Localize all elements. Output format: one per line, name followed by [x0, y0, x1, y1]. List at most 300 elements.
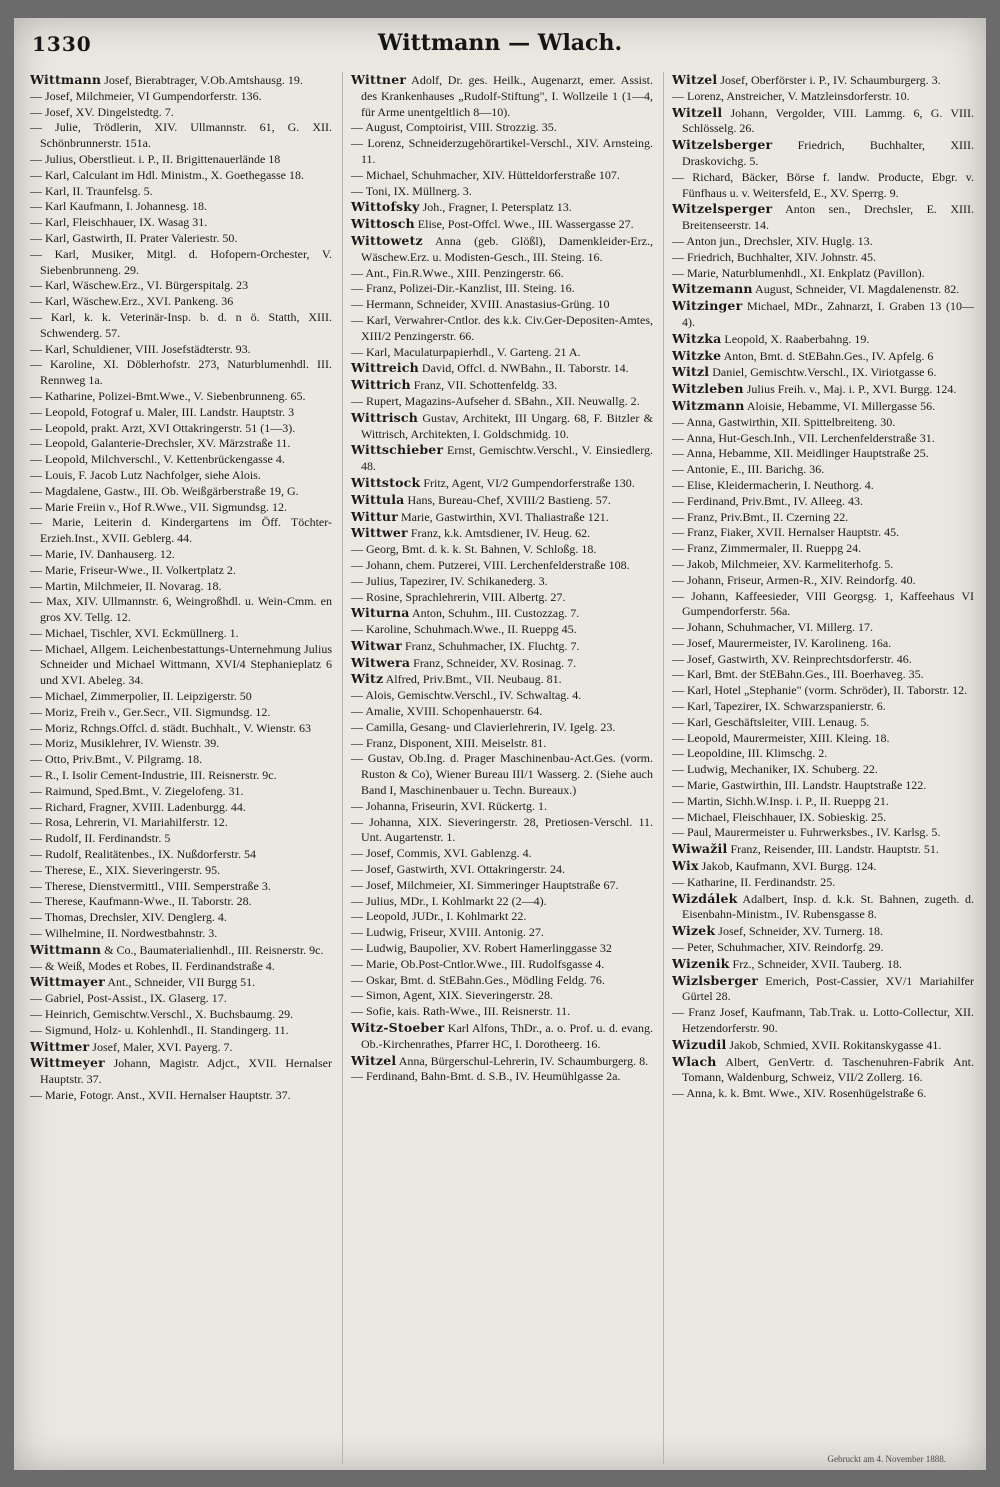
directory-entry — [672, 715, 974, 731]
directory-entry — [351, 751, 653, 798]
directory-entry — [30, 926, 332, 942]
entry-text: — Katharine, Polizei-Bmt.Wwe., V. Siebenbrunneng. 65. — [30, 388, 306, 403]
directory-entry — [351, 815, 653, 847]
directory-entry — [30, 89, 332, 105]
entry-text: — Julie, Trödlerin, XIV. Ullmannstr. 61, G. XII. Schönbrunnerstr. 151a. — [30, 120, 332, 151]
entry-text: — August, Comptoirist, VIII. Strozzig. 35. — [351, 120, 557, 135]
entry-text: — Ferdinand, Bahn-Bmt. d. S.B., IV. Heumühlgasse 2a. — [351, 1069, 621, 1084]
entry-text: — Marie Freiin v., Hof R.Wwe., VII. Sigmundsg. 12. — [30, 499, 287, 514]
directory-entry — [351, 957, 653, 973]
directory-entry — [672, 266, 974, 282]
directory-entry — [30, 436, 332, 452]
directory-entry — [351, 736, 653, 752]
directory-entry — [672, 462, 974, 478]
directory-entry — [672, 731, 974, 747]
entry-text: — Johann, Schuhmacher, VI. Millerg. 17. — [672, 620, 874, 635]
entry-text: — Martin, Milchmeier, II. Novarag. 18. — [30, 578, 222, 593]
directory-entry — [351, 1004, 653, 1020]
entry-text: Ant., Schneider, VII Burgg 51. — [107, 975, 256, 990]
entry-text: — Leopold, Milchverschl., V. Kettenbrückengasse 4. — [30, 452, 285, 467]
entry-text: Karl Alfons, ThDr., a. o. Prof. u. d. evang. Ob.-Kirchenrathes, Pfarrer HC, I. Dorotheerg. 16. — [361, 1021, 653, 1051]
directory-entry — [672, 364, 974, 381]
entry-surname: Witzl — [672, 364, 710, 380]
entry-text: — Moriz, Musiklehrer, IV. Wienstr. 39. — [30, 736, 220, 751]
directory-entry — [672, 415, 974, 431]
entry-text: — Max, XIV. Ullmannstr. 6, Weingroßhdl. u. Wein-Cmm. en gros XV. Tellg. 12. — [30, 594, 332, 625]
entry-text: — Anna, Hebamme, XII. Meidlinger Hauptstraße 25. — [672, 446, 929, 461]
entry-text: Julius Freih. v., Maj. i. P., XVI. Burgg. 124. — [746, 382, 957, 397]
directory-entry — [351, 475, 653, 492]
entry-text: — Alois, Gemischtw.Verschl., IV. Schwaltag. 4. — [351, 688, 582, 703]
entry-text: — Jakob, Milchmeier, XV. Karmeliterhofg. 5. — [672, 556, 894, 571]
directory-entry — [351, 233, 653, 266]
entry-surname: Wittmer — [30, 1038, 90, 1054]
entry-text: — Karl, Bmt. der StEBahn.Ges., III. Boerhaveg. 35. — [672, 667, 924, 682]
entry-text: Franz, Schneider, XV. Rosinag. 7. — [413, 655, 577, 670]
directory-entry — [30, 705, 332, 721]
directory-column-2 — [342, 72, 653, 1464]
entry-surname: Wiwažil — [672, 841, 728, 857]
entry-text: — Antonie, E., III. Barichg. 36. — [672, 462, 825, 477]
entry-surname: Wittosch — [351, 216, 415, 232]
directory-entry — [672, 956, 974, 973]
entry-surname: Wittula — [351, 491, 405, 507]
entry-text: — Richard, Fragner, XVIII. Ladenburgg. 44. — [30, 799, 246, 814]
entry-text: — Leopold, JUDr., I. Kohlmarkt 22. — [351, 909, 527, 924]
directory-entry — [351, 862, 653, 878]
directory-entry — [672, 525, 974, 541]
directory-entry — [30, 468, 332, 484]
directory-entry — [351, 394, 653, 410]
directory-entry — [30, 800, 332, 816]
directory-entry — [351, 266, 653, 282]
running-head: Wittmann — Wlach. — [377, 30, 623, 56]
directory-entry — [351, 605, 653, 622]
entry-surname: Wizudil — [672, 1036, 727, 1052]
entry-text: — Karl, Fleischhauer, IX. Wasag 31. — [30, 215, 208, 230]
directory-entry — [351, 973, 653, 989]
directory-entry — [30, 1039, 332, 1056]
entry-text: — Marie, IV. Danhauserg. 12. — [30, 546, 175, 561]
directory-entry — [30, 452, 332, 468]
entry-text: — Leopold, Fotograf u. Maler, III. Landstr. Hauptstr. 3 — [30, 404, 295, 419]
entry-text: — Josef, Maurermeister, IV. Karolineng. 16a. — [672, 635, 892, 650]
entry-text: Aloisie, Hebamme, VI. Millergasse 56. — [746, 398, 936, 413]
entry-text: — Therese, E., XIX. Sieveringerstr. 95. — [30, 862, 221, 877]
directory-entry — [351, 590, 653, 606]
entry-text: — Karl, Musiker, Mitgl. d. Hofopern-Orchester, V. Siebenbrunneng. 29. — [30, 246, 332, 277]
directory-entry — [351, 136, 653, 168]
directory-entry — [351, 492, 653, 509]
directory-entry — [672, 234, 974, 250]
entry-text: & Co., Baumaterialienhdl., III. Reisnerstr. 9c. — [104, 942, 324, 957]
entry-text: — Hermann, Schneider, XVIII. Anastasius-Grüng. 10 — [351, 297, 610, 312]
entry-surname: Wittmeyer — [30, 1055, 105, 1071]
entry-text: — Karoline, XI. Döblerhofstr. 273, Naturblumenhdl. III. Rennweg 1a. — [30, 357, 332, 388]
directory-entry — [672, 89, 974, 105]
entry-surname: Wizdálek — [672, 890, 738, 906]
directory-entry — [30, 768, 332, 784]
entry-text: Emerich, Post-Cassier, XV/1 Mariahilfer Gürtel 28. — [682, 973, 974, 1004]
entry-text: — Karl, II. Traunfelsg. 5. — [30, 183, 153, 198]
directory-entry — [30, 231, 332, 247]
entry-text: — Karl Kaufmann, I. Johannesg. 18. — [30, 199, 207, 214]
entry-text: — Leopold, prakt. Arzt, XVI Ottakringerstr. 51 (1—3). — [30, 420, 296, 435]
entry-surname: Wittmayer — [30, 974, 106, 990]
entry-text: — Franz Josef, Kaufmann, Tab.Trak. u. Lotto-Collectur, XII. Hetzendorferstr. 90. — [672, 1005, 974, 1036]
entry-text: — Anna, Gastwirthin, XII. Spittelbreiteng. 30. — [672, 414, 896, 429]
entry-surname: Wix — [672, 858, 699, 874]
entry-surname: Wizlsberger — [672, 972, 759, 988]
directory-entry — [30, 215, 332, 231]
entry-text: — Therese, Dienstvermittl., VIII. Semperstraße 3. — [30, 878, 271, 893]
directory-entry — [672, 250, 974, 266]
directory-entry — [672, 940, 974, 956]
directory-entry — [672, 746, 974, 762]
entry-text: Jakob, Kaufmann, XVI. Burgg. 124. — [701, 859, 877, 874]
entry-text: — Marie, Gastwirthin, III. Landstr. Hauptstraße 122. — [672, 778, 927, 793]
directory-entry — [672, 667, 974, 683]
entry-text: David, Offcl. d. NWBahn., II. Taborstr. 14. — [421, 361, 629, 376]
directory-entry — [351, 542, 653, 558]
entry-text: Josef, Oberförster i. P., IV. Schaumburgerg. 3. — [720, 73, 941, 87]
entry-surname: Witzka — [672, 330, 722, 346]
directory-entry — [351, 297, 653, 313]
directory-entry — [351, 199, 653, 216]
directory-entry — [30, 278, 332, 294]
directory-entry — [351, 704, 653, 720]
entry-text: — Karl, Hotel „Stephanie" (vorm. Schröder), II. Taborstr. 12. — [672, 683, 968, 698]
directory-entry — [30, 357, 332, 389]
entry-text: — Thomas, Drechsler, XIV. Denglerg. 4. — [30, 910, 227, 925]
entry-text: Alfred, Priv.Bmt., VII. Neubaug. 81. — [385, 672, 562, 687]
entry-text: Joh., Fragner, I. Petersplatz 13. — [422, 200, 572, 215]
entry-surname: Wittrisch — [351, 409, 418, 425]
directory-entry — [672, 298, 974, 331]
directory-entry — [351, 216, 653, 233]
entry-text: — Julius, Oberstlieut. i. P., II. Brigittenauerlände 18 — [30, 151, 281, 166]
entry-text: — Michael, Fleischhauer, IX. Sobieskig. 25. — [672, 809, 887, 824]
entry-surname: Witurna — [351, 605, 410, 621]
directory-entry — [30, 405, 332, 421]
entry-text: August, Schneider, VI. Magdalenenstr. 82. — [755, 282, 960, 297]
entry-text: — Oskar, Bmt. d. StEBahn.Ges., Mödling Feldg. 76. — [351, 972, 605, 987]
entry-text: — Johanna, Friseurin, XVI. Rückertg. 1. — [351, 798, 547, 813]
entry-text: — Karl, Geschäftsleiter, VIII. Lenaug. 5. — [672, 714, 870, 729]
directory-entry — [30, 72, 332, 89]
entry-text: — Marie, Fotogr. Anst., XVII. Hernalser Hauptstr. 37. — [30, 1088, 291, 1102]
entry-surname: Witz — [351, 671, 384, 687]
entry-surname: Witzmann — [672, 397, 745, 413]
entry-surname: Witzemann — [672, 281, 753, 297]
entry-surname: Wittrich — [351, 377, 411, 393]
entry-text: — Amalie, XVIII. Schopenhauerstr. 64. — [351, 704, 543, 719]
entry-text: Frz., Schneider, XVII. Tauberg. 18. — [732, 956, 903, 971]
directory-entry — [351, 925, 653, 941]
entry-text: — Johanna, XIX. Sieveringerstr. 28, Pretiosen-Verschl. 11. Unt. Augartenstr. 1. — [351, 814, 653, 845]
directory-entry — [672, 841, 974, 858]
directory-entry — [672, 398, 974, 415]
directory-entry — [30, 959, 332, 975]
entry-surname: Wizek — [672, 923, 716, 939]
directory-entry — [351, 720, 653, 736]
entry-text: Anna, Bürgerschul-Lehrerin, IV. Schaumburgerg. 8. — [398, 1053, 649, 1068]
entry-text: Hans, Bureau-Chef, XVIII/2 Bastieng. 57. — [407, 492, 611, 507]
entry-text: — Leopold, Galanterie-Drechsler, XV. Märzstraße 11. — [30, 436, 291, 451]
directory-entry — [672, 620, 974, 636]
entry-text: Franz, k.k. Amtsdiener, IV. Heug. 62. — [410, 526, 591, 541]
entry-text: — Julius, MDr., I. Kohlmarkt 22 (2—4). — [351, 893, 547, 908]
entry-text: — Martin, Sichh.W.Insp. i. P., II. Rueppg 21. — [672, 793, 889, 808]
directory-entry — [30, 847, 332, 863]
directory-entry — [30, 863, 332, 879]
entry-text: Anna (geb. Glößl), Damenkleider-Erz., Wäschew.Erz. u. Modisten-Gesch., III. Steing. 16. — [361, 233, 653, 264]
entry-text: — Lorenz, Schneiderzugehörartikel-Verschl., XIV. Arnsteing. 11. — [351, 136, 653, 166]
directory-entry — [30, 310, 332, 342]
entry-text: — Michael, Schuhmacher, XIV. Hütteldorferstraße 107. — [351, 167, 620, 182]
directory-entry — [30, 974, 332, 991]
directory-entry — [672, 478, 974, 494]
directory-entry — [351, 1053, 653, 1070]
entry-text: — Louis, F. Jacob Lutz Nachfolger, siehe Alois. — [30, 467, 261, 482]
entry-text: Josef, Schneider, XV. Turnerg. 18. — [718, 924, 884, 939]
entry-text: — Josef, XV. Dingelstedtg. 7. — [30, 104, 174, 119]
directory-entry — [672, 683, 974, 699]
directory-entry — [30, 484, 332, 500]
entry-text: Elise, Post-Offcl. Wwe., III. Wassergasse 27. — [417, 217, 634, 232]
entry-text: — Michael, Tischler, XVI. Eckmüllnerg. 1. — [30, 625, 239, 640]
entry-surname: Wittur — [351, 508, 398, 524]
directory-entry — [351, 168, 653, 184]
entry-surname: Witwar — [351, 637, 402, 653]
entry-surname: Witzinger — [672, 298, 743, 314]
entry-text: — Peter, Schuhmacher, XIV. Reindorfg. 29. — [672, 940, 884, 955]
entry-text: Daniel, Gemischtw.Verschl., IX. Viriotgasse 6. — [712, 365, 937, 380]
directory-entry — [672, 778, 974, 794]
entry-text: — Rudolf, Realitätenbes., IX. Nußdorferstr. 54 — [30, 847, 256, 862]
directory-entry — [351, 988, 653, 1004]
directory-entry — [672, 923, 974, 940]
directory-entry — [672, 541, 974, 557]
entry-text: — Rupert, Magazins-Aufseher d. SBahn., XII. Neuwallg. 2. — [351, 393, 640, 408]
entry-surname: Witz-Stoeber — [351, 1020, 445, 1036]
directory-entry — [672, 762, 974, 778]
entry-surname: Wizenik — [672, 955, 730, 971]
directory-entry — [351, 688, 653, 704]
entry-text: — Karl, Verwahrer-Cntlor. des k.k. Civ.Ger-Depositen-Amtes, XIII/2 Penzingerstr. 66. — [351, 312, 653, 343]
directory-entry — [351, 878, 653, 894]
entry-text: — Karl, Gastwirth, II. Prater Valeriestr. 50. — [30, 230, 238, 245]
entry-text: Anton sen., Drechsler, E. XIII. Breitenseerstr. 14. — [682, 202, 974, 233]
directory-page — [14, 18, 986, 1470]
entry-text: — Josef, Commis, XVI. Gablenzg. 4. — [351, 846, 532, 861]
entry-text: Josef, Bierabtrager, V.Ob.Amtshausg. 19. — [104, 73, 303, 87]
entry-text: — Karl, Calculant im Hdl. Ministm., X. Goethegasse 18. — [30, 167, 304, 182]
entry-text: — Karl, Tapezirer, IX. Schwarzspanierstr. 6. — [672, 699, 886, 714]
directory-entry — [672, 494, 974, 510]
entry-surname: Wittschieber — [351, 442, 444, 458]
entry-text: — Josef, Gastwirth, XV. Reinprechtsdorferstr. 46. — [672, 651, 912, 666]
entry-text: — Karl, Schuldiener, VIII. Josefstädterstr. 93. — [30, 341, 251, 356]
entry-text: — Richard, Bäcker, Börse f. landw. Producte, Ebgr. v. Fünfhaus u. v. Weitersfeld, E., XV. Sperrg. 9. — [672, 169, 974, 200]
directory-entry — [672, 825, 974, 841]
directory-entry — [30, 120, 332, 152]
entry-text: Albert, GenVertr. d. Taschenuhren-Fabrik Ant. Tomann, Waldenburg, Schweiz, VII/2 Zollerg. 16. — [682, 1054, 974, 1085]
directory-entry — [672, 446, 974, 462]
entry-text: Ernst, Gemischtw.Verschl., V. Einsiedlerg. 48. — [361, 443, 653, 474]
directory-entry — [351, 281, 653, 297]
entry-text: — Michael, Zimmerpolier, II. Leipzigerstr. 50 — [30, 689, 252, 704]
directory-entry — [30, 879, 332, 895]
entry-text: Adalbert, Insp. d. k.k. St. Bahnen, zugeth. d. Eisenbahn-Ministm., IV. Rubensgasse 8. — [682, 891, 974, 922]
entry-text: — & Weiß, Modes et Robes, II. Ferdinandstraße 4. — [30, 958, 275, 973]
entry-text: — Moriz, Rchngs.Offcl. d. städt. Buchhalt., V. Wienstr. 63 — [30, 720, 311, 735]
directory-entry — [30, 579, 332, 595]
entry-text: — Camilla, Gesang- und Clavierlehrerin, IV. Igelg. 23. — [351, 719, 616, 734]
entry-text: — Raimund, Sped.Bmt., V. Ziegelofeng. 31. — [30, 783, 244, 798]
entry-text: — Franz, Polizei-Dir.-Kanzlist, III. Steing. 16. — [351, 281, 575, 296]
entry-text: — Johann, chem. Putzerei, VIII. Lerchenfelderstraße 108. — [351, 557, 630, 572]
entry-text: Johann, Magistr. Adjct., XVII. Hernalser Hauptstr. 37. — [40, 1056, 332, 1087]
directory-entry — [672, 589, 974, 621]
entry-surname: Witzleben — [672, 381, 744, 397]
entry-text: — Gabriel, Post-Assist., IX. Glaserg. 17. — [30, 991, 227, 1006]
directory-entry — [30, 105, 332, 121]
entry-text: — Marie, Naturblumenhdl., XI. Enkplatz (Pavillon). — [672, 265, 925, 280]
directory-entry — [30, 547, 332, 563]
directory-entry — [672, 137, 974, 170]
directory-entry — [351, 894, 653, 910]
directory-entry — [30, 294, 332, 310]
directory-entry — [30, 721, 332, 737]
entry-text: — Anna, k. k. Bmt. Wwe., XIV. Rosenhügelstraße 6. — [672, 1086, 927, 1101]
entry-surname: Witzelsberger — [672, 137, 773, 153]
directory-entry — [30, 1023, 332, 1039]
directory-entry — [351, 846, 653, 862]
directory-entry — [672, 1037, 974, 1054]
entry-text: — Julius, Tapezirer, IV. Schikanederg. 3. — [351, 573, 548, 588]
directory-entry — [672, 510, 974, 526]
directory-entry — [672, 973, 974, 1006]
entry-text: — Heinrich, Gemischtw.Verschl., X. Buchsbaumg. 29. — [30, 1007, 294, 1022]
directory-entry — [672, 794, 974, 810]
entry-text: — Johann, Kaffeesieder, VIII Georgsg. 1, Kaffeehaus VI Gumpendorferstr. 56a. — [672, 588, 974, 619]
entry-surname: Witzelsperger — [672, 201, 773, 217]
directory-entry — [672, 1054, 974, 1087]
entry-surname: Witzke — [672, 347, 722, 363]
directory-entry — [351, 509, 653, 526]
entry-text: Jakob, Schmied, XVII. Rokitanskygasse 41. — [729, 1037, 942, 1052]
entry-surname: Witwera — [351, 654, 411, 670]
entry-text: Franz, Schuhmacher, IX. Fluchtg. 7. — [405, 638, 580, 653]
directory-entry — [672, 636, 974, 652]
directory-entry — [30, 784, 332, 800]
entry-text: — Katharine, II. Ferdinandstr. 25. — [672, 874, 836, 889]
entry-text: — Karl, Wäschew.Erz., VI. Bürgerspitalg. 23 — [30, 278, 249, 293]
directory-entry — [672, 1086, 974, 1102]
entry-text: — Ludwig, Friseur, XVIII. Antonig. 27. — [351, 925, 544, 940]
directory-entry — [30, 642, 332, 689]
entry-text: Johann, Vergolder, VIII. Lammg. 6, G. VIII. Schlösselg. 26. — [682, 105, 974, 136]
directory-entry — [351, 184, 653, 200]
entry-text: Anton, Bmt. d. StEBahn.Ges., IV. Apfelg. 6 — [723, 348, 934, 363]
page-number: 1330 — [32, 32, 92, 56]
entry-text: — Franz, Zimmermaler, II. Rueppg 24. — [672, 541, 862, 556]
directory-entry — [351, 909, 653, 925]
directory-entry — [351, 120, 653, 136]
page-header — [14, 18, 986, 68]
entry-text: — Marie, Friseur-Wwe., II. Volkertplatz 2. — [30, 562, 236, 577]
entry-surname: Wittofsky — [351, 199, 420, 215]
directory-column-1 — [30, 72, 332, 1464]
directory-entry — [30, 342, 332, 358]
entry-text: — Simon, Agent, XIX. Sieveringerstr. 28. — [351, 988, 553, 1003]
entry-surname: Wittowetz — [351, 232, 423, 248]
directory-entry — [351, 1020, 653, 1053]
entry-surname: Witzel — [351, 1052, 397, 1068]
entry-text: — Karl, k. k. Veterinär-Insp. b. d. n ö. Statth, XIII. Schwenderg. 57. — [30, 309, 332, 340]
entry-text: — Leopoldine, III. Klimschg. 2. — [672, 746, 828, 761]
directory-entry — [30, 1088, 332, 1104]
entry-text: — Gustav, Ob.Ing. d. Prager Maschinenbau-Act.Ges. (vorm. Ruston & Co), Wiener Bureau III/1 Wasserg. 2. (Siehe auch Band I, Maschinenbauer u. Techn. Bureaux.) — [351, 751, 653, 798]
directory-entry — [30, 831, 332, 847]
directory-entry — [351, 72, 653, 120]
directory-entry — [672, 875, 974, 891]
entry-text: — Wilhelmine, II. Nordwestbahnstr. 3. — [30, 926, 218, 941]
directory-entry — [30, 389, 332, 405]
entry-surname: Wittmann — [30, 72, 102, 87]
directory-entry — [30, 563, 332, 579]
entry-text: Gustav, Architekt, III Ungarg. 68, F. Bitzler & Wittrisch, Architekten, I. Goldschmidg. 10. — [361, 410, 653, 441]
entry-text: — Ferdinand, Priv.Bmt., IV. Alleeg. 43. — [672, 493, 863, 508]
entry-text: Josef, Maler, XVI. Payerg. 7. — [92, 1039, 233, 1054]
entry-surname: Wlach — [672, 1053, 717, 1069]
directory-entry — [672, 573, 974, 589]
entry-text: — Otto, Priv.Bmt., V. Pilgramg. 18. — [30, 752, 203, 767]
directory-entry — [351, 313, 653, 345]
entry-text: — Karl, Maculaturpapierhdl., V. Garteng. 21 A. — [351, 344, 581, 359]
directory-entry — [672, 105, 974, 138]
entry-text: — Lorenz, Anstreicher, V. Matzleinsdorferstr. 10. — [672, 88, 910, 103]
directory-entry — [351, 345, 653, 361]
entry-text: Michael, MDr., Zahnarzt, I. Graben 13 (10—4). — [682, 299, 974, 329]
entry-text: — Sofie, kais. Rath-Wwe., III. Reisnerstr. 11. — [351, 1004, 571, 1019]
directory-entry — [30, 991, 332, 1007]
entry-text: — Leopold, Maurermeister, XIII. Kleing. 18. — [672, 730, 890, 745]
directory-columns — [30, 72, 974, 1464]
directory-entry — [351, 1069, 653, 1085]
entry-text: — Josef, Gastwirth, XVI. Ottakringerstr. 24. — [351, 862, 565, 877]
directory-entry — [351, 410, 653, 443]
entry-text: Franz, VII. Schottenfeldg. 33. — [413, 378, 558, 393]
directory-entry — [30, 500, 332, 516]
directory-entry — [672, 201, 974, 234]
directory-entry — [351, 525, 653, 542]
directory-entry — [30, 626, 332, 642]
entry-text: — Michael, Allgem. Leichenbestattungs-Unternehmung Julius Schneider und Michael Wittmann, XVI/4 Stephanieplatz 6 und XVI. Abeleg. 34. — [30, 641, 332, 688]
entry-text: — Sigmund, Holz- u. Kohlenhdl., II. Standingerg. 11. — [30, 1022, 289, 1037]
directory-entry — [351, 442, 653, 475]
entry-text: — Friedrich, Buchhalter, XIV. Johnstr. 45. — [672, 249, 876, 264]
directory-entry — [30, 752, 332, 768]
directory-entry — [672, 170, 974, 202]
entry-surname: Wittmann — [30, 941, 102, 957]
directory-entry — [30, 421, 332, 437]
directory-entry — [30, 736, 332, 752]
entry-text: Anton, Schuhm., III. Custozzag. 7. — [411, 606, 580, 621]
directory-entry — [30, 910, 332, 926]
entry-text: — R., I. Isolir Cement-Industrie, III. Reisnerstr. 9c. — [30, 768, 277, 783]
